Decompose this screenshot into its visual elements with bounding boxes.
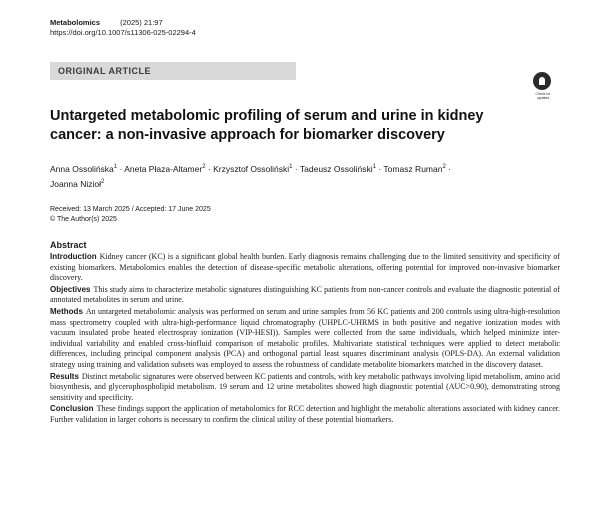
author[interactable]: Tomasz Ruman$^2$ [383, 163, 446, 174]
article-title [50, 107, 550, 145]
publication-dates [50, 205, 211, 225]
section-text: These findings support the application of metabolomics for RCC detection and highlight the metabolic alterations associated with kidney cancer. Further validation in larger cohorts is necessary to confirm the clinical utility of these potential biomarkers. [50, 404, 560, 424]
bookmark-icon [533, 72, 551, 90]
author[interactable]: Joanna Nizioł$^2$ [50, 178, 105, 189]
journal-volume: (2025) 21:97 [120, 18, 163, 27]
author[interactable]: Krzysztof Ossoliński$^1$ [213, 163, 293, 174]
abstract-results [50, 372, 560, 404]
copyright-notice: © The Author(s) 2025 [50, 216, 117, 223]
section-label: Conclusion [50, 404, 94, 414]
article-type-label: ORIGINAL ARTICLE [58, 66, 151, 76]
author[interactable]: Anna Ossolińska$^1$ [50, 163, 118, 174]
section-text: Kidney cancer (KC) is a significant global health burden. Early diagnosis remains challenging due to the limited sensitivity and specificity of existing biomarkers. Metabolomics enables the detection of disease-specific metabolic alterations, offering potential for improved non-invasive biomarker discovery. [50, 252, 560, 283]
abstract-methods [50, 307, 560, 371]
section-text: An untargeted metabolomic analysis was performed on serum and urine samples from 56 KC patients and 200 controls using ultra-high-resolution mass spectrometry coupled with ultra-high-performance liquid chromatography (UHPLC-UHRMS in both positive and negative ionization modes with vacuum insulated probe heated electrospray ionization (VIP-HESI)). Samples were collected from the same individuals, which helped minimize inter-individual variability and enabled cross-biofluid comparison of metabolic profiles. Multivariate statistical techniques were applied to detect metabolic differences, including principal component analysis (PCA) and orthogonal partial least squares discriminant analysis (OPLS-DA). An external validation strategy using training and validation subsets was employed to assess the robustness of candidate metabolite biomarkers matched in the discovery dataset. [50, 306, 560, 369]
title-line-1: Untargeted metabolomic profiling of serum and urine in kidney [50, 108, 484, 124]
author-list: Anna Ossolińska$^1$ · Aneta Płaza-Altamer$^2$ · Krzysztof Ossoliński$^1$ · Tadeusz Ossoliński$^1$ · Tomasz Ruman$^2$ · Joanna Nizioł$^2$ [50, 163, 452, 189]
badge-label: Check for updates [535, 92, 551, 100]
doi-link[interactable]: https://doi.org/10.1007/s11306-025-02294-4 [50, 28, 196, 37]
section-label: Introduction [50, 252, 97, 261]
author[interactable]: Tadeusz Ossoliński$^1$ [299, 163, 376, 174]
check-for-updates-badge[interactable] [530, 72, 556, 102]
article-type-banner [50, 62, 296, 80]
section-label: Objectives [50, 284, 91, 294]
section-text: This study aims to characterize metabolic signatures distinguishing KC patients from non-cancer controls and evaluate the diagnostic potential of annotated metabolites in serum and urine. [50, 284, 560, 305]
abstract-objectives [50, 285, 560, 306]
abstract-section [50, 240, 560, 427]
section-label: Methods [50, 306, 83, 316]
journal-name: Metabolomics [50, 18, 101, 27]
section-label: Results [50, 371, 79, 381]
journal-header [50, 18, 196, 38]
abstract-heading: Abstract [50, 240, 87, 250]
author[interactable]: Aneta Płaza-Altamer$^2$ [124, 163, 206, 174]
abstract-conclusion [50, 404, 560, 425]
received-accepted-dates: Received: 13 March 2025 / Accepted: 17 June 2025 [50, 206, 211, 213]
title-line-2: cancer: a non-invasive approach for biomarker discovery [50, 127, 445, 143]
section-text: Distinct metabolic signatures were observed between KC patients and controls, with key metabolic pathways involving lipid metabolism, amino acid biosynthesis, and glycerophospholipid metabolism. 19 serum and 12 urine metabolites showed high diagnostic potential (AUC>0.90), demonstrating strong sensitivity and specificity. [50, 371, 560, 402]
abstract-introduction [50, 252, 560, 284]
